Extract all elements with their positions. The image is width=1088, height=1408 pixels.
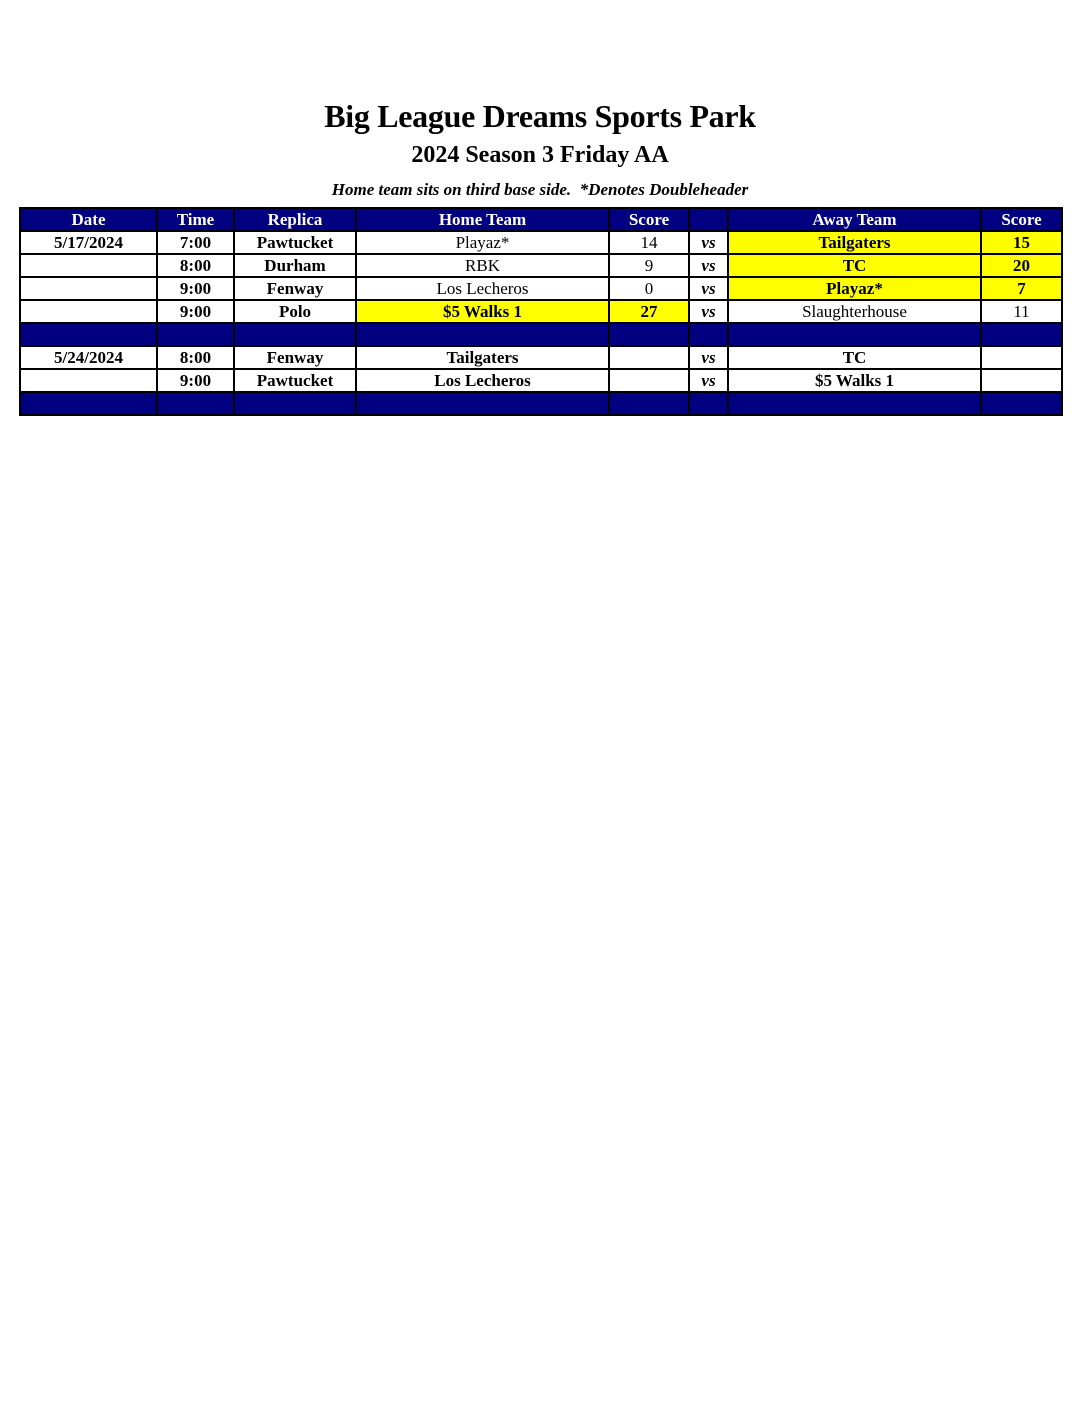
separator-cell	[981, 323, 1062, 346]
away-score-cell	[981, 346, 1062, 369]
game-row	[20, 369, 1062, 392]
home-team-cell: RBK	[356, 254, 609, 277]
home-team-cell: Tailgaters	[356, 346, 609, 369]
column-header-vs	[689, 208, 728, 231]
date-cell: 5/24/2024	[20, 346, 157, 369]
away-score-cell: 11	[981, 300, 1062, 323]
column-header-replica: Replica	[234, 208, 356, 231]
date-cell	[20, 369, 157, 392]
separator-cell	[356, 392, 609, 415]
time-cell: 7:00	[157, 231, 234, 254]
separator-cell	[20, 392, 157, 415]
game-row	[20, 346, 1062, 369]
season-subtitle: 2024 Season 3 Friday AA	[411, 142, 669, 168]
vs-cell: vs	[689, 254, 728, 277]
home-score-cell	[609, 369, 689, 392]
vs-cell: vs	[689, 300, 728, 323]
separator-cell	[157, 323, 234, 346]
away-team-cell: Slaughterhouse	[728, 300, 981, 323]
time-cell: 8:00	[157, 254, 234, 277]
column-header-home-team: Home Team	[356, 208, 609, 231]
game-row	[20, 277, 1062, 300]
separator-cell	[234, 323, 356, 346]
header-row	[20, 208, 1062, 231]
vs-cell: vs	[689, 346, 728, 369]
home-team-cell: Playaz*	[356, 231, 609, 254]
column-header-away-team: Away Team	[728, 208, 981, 231]
schedule-body	[20, 231, 1062, 415]
separator-cell	[157, 392, 234, 415]
replica-cell: Pawtucket	[234, 231, 356, 254]
separator-cell	[356, 323, 609, 346]
home-score-cell: 14	[609, 231, 689, 254]
date-cell	[20, 300, 157, 323]
separator-row	[20, 323, 1062, 346]
page-title: Big League Dreams Sports Park	[324, 98, 756, 134]
game-row	[20, 231, 1062, 254]
schedule-table	[19, 207, 1063, 416]
doubleheader-note: Home team sits on third base side. *Denotes Doubleheader	[331, 180, 749, 199]
away-score-cell: 7	[981, 277, 1062, 300]
replica-cell: Durham	[234, 254, 356, 277]
home-score-cell: 0	[609, 277, 689, 300]
date-cell: 5/17/2024	[20, 231, 157, 254]
separator-cell	[689, 323, 728, 346]
vs-cell: vs	[689, 277, 728, 300]
column-header-away-score: Score	[981, 208, 1062, 231]
time-cell: 9:00	[157, 300, 234, 323]
replica-cell: Polo	[234, 300, 356, 323]
separator-cell	[689, 392, 728, 415]
away-team-cell: $5 Walks 1	[728, 369, 981, 392]
time-cell: 9:00	[157, 369, 234, 392]
time-cell: 9:00	[157, 277, 234, 300]
away-score-cell: 15	[981, 231, 1062, 254]
column-header-date: Date	[20, 208, 157, 231]
home-team-cell: $5 Walks 1	[356, 300, 609, 323]
replica-cell: Fenway	[234, 277, 356, 300]
home-score-cell: 9	[609, 254, 689, 277]
column-header-time: Time	[157, 208, 234, 231]
vs-cell: vs	[689, 369, 728, 392]
away-team-cell: Tailgaters	[728, 231, 981, 254]
column-header-home-score: Score	[609, 208, 689, 231]
home-score-cell	[609, 346, 689, 369]
date-cell	[20, 254, 157, 277]
time-cell: 8:00	[157, 346, 234, 369]
replica-cell: Fenway	[234, 346, 356, 369]
separator-cell	[728, 323, 981, 346]
separator-row	[20, 392, 1062, 415]
vs-cell: vs	[689, 231, 728, 254]
home-team-cell: Los Lecheros	[356, 277, 609, 300]
separator-cell	[981, 392, 1062, 415]
separator-cell	[728, 392, 981, 415]
game-row	[20, 300, 1062, 323]
game-row	[20, 254, 1062, 277]
replica-cell: Pawtucket	[234, 369, 356, 392]
separator-cell	[609, 323, 689, 346]
home-team-cell: Los Lecheros	[356, 369, 609, 392]
away-score-cell: 20	[981, 254, 1062, 277]
separator-cell	[234, 392, 356, 415]
date-cell	[20, 277, 157, 300]
away-team-cell: Playaz*	[728, 277, 981, 300]
away-team-cell: TC	[728, 254, 981, 277]
away-score-cell	[981, 369, 1062, 392]
away-team-cell: TC	[728, 346, 981, 369]
home-score-cell: 27	[609, 300, 689, 323]
separator-cell	[20, 323, 157, 346]
separator-cell	[609, 392, 689, 415]
